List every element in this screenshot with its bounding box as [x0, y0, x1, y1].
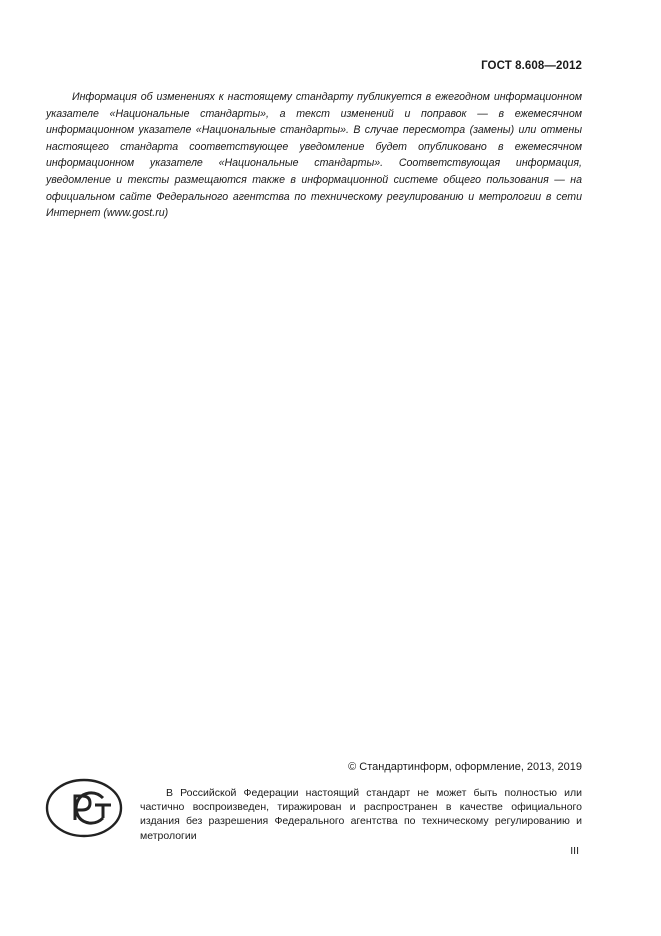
- standard-changes-notice: Информация об изменениях к настоящему стандарту публикуется в ежегодном информационном указателе «Национальные стандарты», а текст изменений и поправок — в ежемесячном информационном указателе «Национальные стандарты». В случае пересмотра (замены) или отмены настоящего стандарта соответствующее уведомление будет опубликовано в ежемесячном информационном указателе «Национальные стандарты». Соответствующая информация, уведомление и тексты размещаются также в информационной системе общего пользования — на официальном сайте Федерального агентства по техническому регулированию и метрологии в сети Интернет (www.gost.ru): [46, 91, 582, 220]
- page-number: III: [570, 845, 579, 857]
- copyright-line: © Стандартинформ, оформление, 2013, 2019: [348, 761, 582, 773]
- document-code: ГОСТ 8.608—2012: [481, 60, 582, 72]
- rst-certification-mark-icon: [45, 778, 123, 838]
- copyright-restriction-text: В Российской Федерации настоящий стандарт не может быть полностью или частично воспроизведен, тиражирован и распространен в качестве официального издания без разрешения Федерального агентства по техническому регулированию и метрологии: [140, 787, 582, 842]
